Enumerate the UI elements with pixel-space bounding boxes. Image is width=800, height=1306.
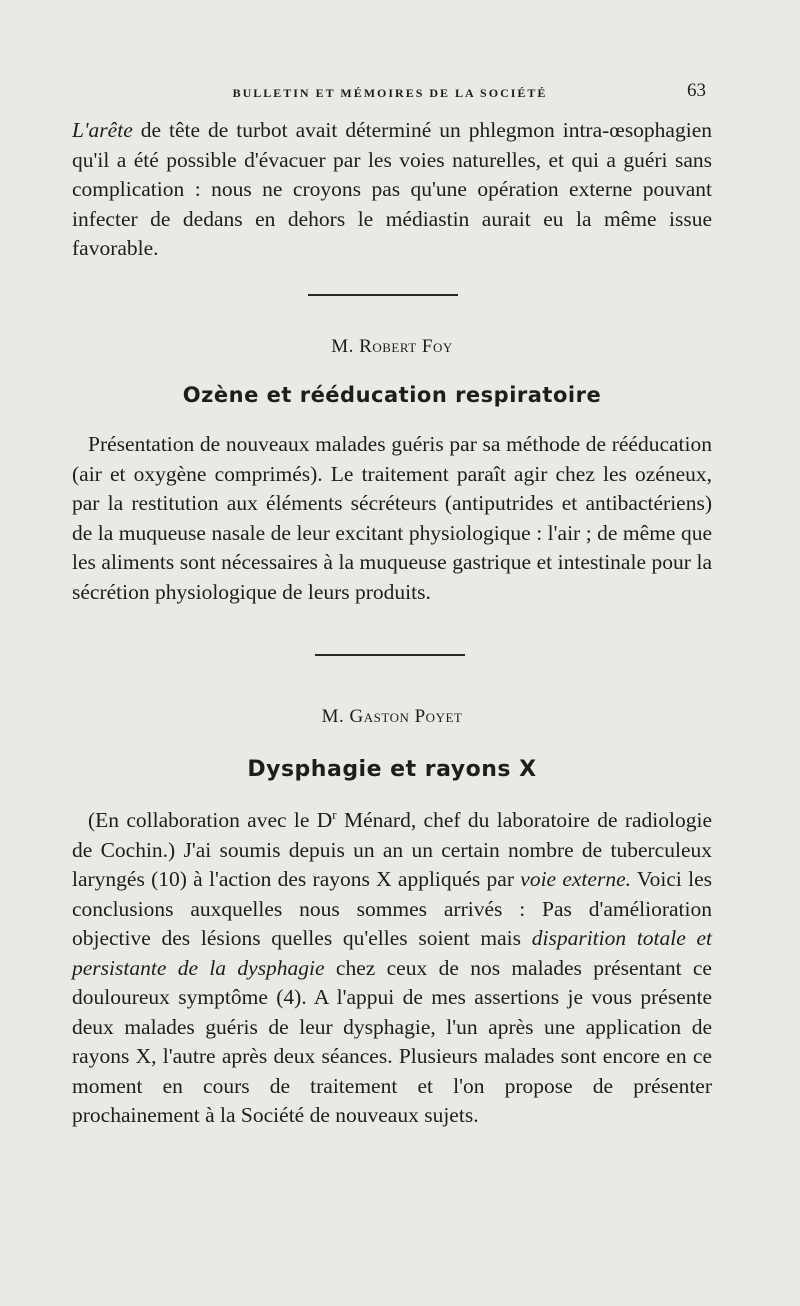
section1-body bbox=[72, 430, 712, 607]
section2-italic-2: disparition totale et persistante de la dysphagie bbox=[72, 926, 712, 980]
section2-paragraph bbox=[72, 800, 712, 1131]
intro-line-5: dehors le médiastin aurait eu la même issue favorable. bbox=[72, 206, 713, 260]
section1-author bbox=[72, 336, 712, 358]
section2-author bbox=[72, 706, 712, 728]
intro-line-2: intra-œsophagien qu'il a été possible d'évacuer par les voies bbox=[72, 118, 712, 172]
section2-title: Dysphagie et rayons X bbox=[247, 757, 537, 782]
section2-body bbox=[72, 800, 712, 1131]
section1-author-prefix: M. bbox=[331, 336, 354, 357]
intro-line-4: pas qu'une opération externe pouvant infecter de dedans en bbox=[72, 177, 713, 231]
section2-author-name: Gaston Poyet bbox=[349, 706, 463, 727]
page-number: 63 bbox=[687, 80, 706, 101]
intro-line-3: naturelles, et qui a guéri sans complication : nous ne croyons bbox=[72, 147, 712, 201]
section2-italic-1: voie externe. bbox=[520, 867, 631, 892]
arete-word: L'arête bbox=[72, 118, 133, 142]
running-title: BULLETIN ET MÉMOIRES DE LA SOCIÉTÉ bbox=[232, 86, 548, 100]
intro-line-1: de tête de turbot avait déterminé un phlegmon bbox=[132, 118, 555, 142]
section2-text-2: Ménard, chef du laboratoire de radiologie de Cochin.) J'ai soumis depuis un an un certain nombre de tuberculeux laryngés (10) à l'action des rayons X appliqués par bbox=[72, 808, 712, 892]
section-divider-1 bbox=[308, 294, 458, 296]
section1-paragraph: Présentation de nouveaux malades guéris par sa méthode de rééducation (air et oxygène comprimés). Le traitement paraît agir chez les ozéneux, par la restitution aux éléments sécréteurs (antiputrides et antibactériens) de la muqueuse nasale de leur excitant physiologique : l'air ; de même que les aliments sont nécessaires à la muqueuse gastrique et intestinale pour la sécrétion physiologique de leurs produits. bbox=[72, 432, 712, 604]
running-head bbox=[70, 80, 710, 104]
section2-text-3: Voici les conclusions auxquelles nous sommes arrivés : Pas d'amélioration objective des lésions quelles qu'elles soient mais bbox=[72, 867, 713, 951]
section1-title: Ozène et rééducation respiratoire bbox=[182, 383, 602, 407]
section2-author-prefix: M. bbox=[321, 706, 345, 727]
dr-superscript: r bbox=[332, 807, 337, 822]
section-divider-2 bbox=[315, 654, 465, 656]
intro-paragraph bbox=[72, 116, 712, 264]
section2-text-1: (En collaboration avec le D bbox=[88, 808, 333, 833]
section2-text-4: chez ceux de nos malades présentant ce douloureux symptôme (4). A l'appui de mes assertions je vous présente deux malades guéris de leur dysphagie, l'un après une application de rayons X, l'autre après deux séances. Plusieurs malades sont encore en ce moment en cours de traitement et l'on propose de présenter prochainement à la Société de nouveaux sujets. bbox=[72, 955, 712, 1128]
section1-author-name: Robert Foy bbox=[359, 336, 453, 357]
